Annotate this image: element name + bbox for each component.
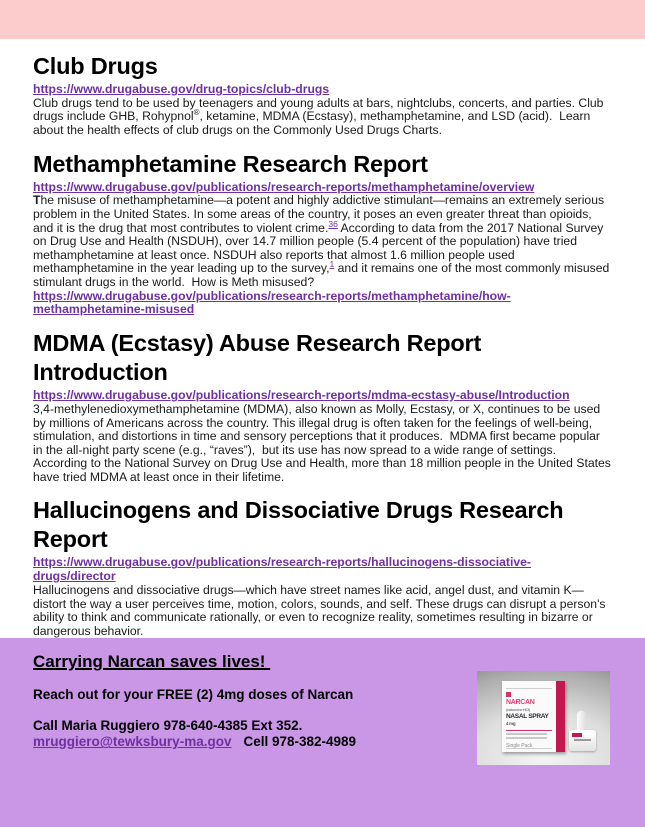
mdma-paragraph: 3,4-methylenedioxymethamphetamine (MDMA), also known as Molly, Ecstasy, or X, continues to be used by millions of Americans across the country. This illegal drug is often taken for the feelings of well-being, stimulation, and distortions in time and sensory perceptions that it produces. MDMA first became popular in the all-night party scene (e.g., “raves”), but its use has now spread to a wide range of settings. According to the National Survey on Drug Use and Health, more than 18 million people in the United States have tried MDMA at least once in their lifetime. [33,401,615,484]
club-drugs-link[interactable]: https://www.drugabuse.gov/drug-topics/club-drugs [33,82,330,96]
narcan-box-rule [506,730,552,731]
narcan-spray-label [572,733,593,737]
mdma-introduction-link[interactable]: https://www.drugabuse.gov/publications/research-reports/mdma-ecstasy-abuse/Introduction [33,388,570,403]
narcan-subheading: Reach out for your FREE (2) 4mg doses of Narcan [33,687,354,703]
meth-text-3: and it remains one of the most commonly misused stimulant drugs in the world. How is Meth misused? [33,261,613,289]
narcan-product-image [477,671,610,765]
meth-paragraph [33,194,612,289]
narcan-pack-label: Single Pack [506,743,533,750]
narcan-box-bottomline [506,748,552,749]
narcan-heading: Carrying Narcan saves lives! [33,652,271,672]
club-drugs-heading: Club Drugs [33,53,158,79]
meth-overview-link[interactable]: https://www.drugabuse.gov/publications/research-reports/methamphetamine/overview [33,179,535,194]
narcan-brand-text: NARCAN (naloxone HCl) [506,699,535,713]
narcan-type-text: NASAL SPRAY 4 mg [506,713,549,727]
hallucinogens-heading: Hallucinogens and Dissociative Drugs Research Report [33,497,564,553]
meth-text-2: According to data from the 2017 National Survey on Drug Use and Health (NSDUH), over 14.7 million people (5.4 percent of the population) have tried methamphetamine at least once. NSDUH also reports that almost 1.6 million people used methamphetamine in the year leading up to the survey, [33,220,607,276]
narcan-logo-icon [506,692,511,697]
club-drugs-paragraph [33,97,612,138]
citation-link-1[interactable]: 1 [329,259,335,270]
top-accent-bar [0,0,645,39]
document-body [0,39,645,638]
narcan-brand-suffix: (naloxone HCl) [506,707,531,713]
narcan-call-line: Call Maria Ruggiero 978-640-4385 Ext 352. [33,718,303,734]
meth-lead-letter: T [33,193,41,208]
narcan-spray-fineprint [574,739,591,741]
narcan-cell-number: Cell 978-382-4989 [243,734,357,750]
registered-trademark-superscript: ® [193,108,200,118]
narcan-email-link[interactable]: mruggiero@tewksbury-ma.gov [33,734,232,750]
narcan-box-fineprint-1 [506,733,547,735]
section-mdma [33,329,615,484]
club-drugs-text-1: Club drugs tend to be used by teenagers and young adults at bars, nightclubs, concerts, and parties. Club drugs include GHB, Rohypnol [33,95,607,124]
hallucinogens-director-link[interactable]: https://www.drugabuse.gov/publications/research-reports/hallucinogens-dissociative-drugs/director [33,555,531,584]
club-drugs-text-2: , ketamine, MDMA (Ecstasy), methamphetamine, and LSD (acid). Learn about the health effects of club drugs on the Commonly Used Drugs Charts. [33,109,594,137]
narcan-dose-text: 4 mg [506,721,516,727]
narcan-banner [0,638,645,827]
meth-heading: Methamphetamine Research Report [33,150,428,177]
meth-text-1: he misuse of methamphetamine—a potent and highly addictive stimulant—remains an extremely serious problem in the United States. In some areas of the country, it poses an even greater threat than opioids, and it is the drug that most contributes to violent crime. [33,193,608,235]
narcan-box-stripe [556,681,565,752]
section-hallucinogens [33,496,612,638]
mdma-heading: MDMA (Ecstasy) Abuse Research Report Introduction [33,330,482,386]
citation-link-36[interactable]: 36 [328,218,338,229]
narcan-box [502,681,565,752]
section-methamphetamine [33,150,612,318]
section-club-drugs [33,52,612,138]
narcan-spray-device [569,730,596,751]
meth-misused-link[interactable]: https://www.drugabuse.gov/publications/research-reports/methamphetamine/how-methamphetamine-misused [33,288,511,317]
narcan-box-fineprint-2 [506,737,547,739]
hallucinogens-paragraph: Hallucinogens and dissociative drugs—which have street names like acid, angel dust, and vitamin K—distort the way a user perceives time, motion, colors, sounds, and self. These drugs can disrupt a person's ability to think and communicate rationally, or even to recognize reality, sometimes resulting in bizarre or dangerous behavior. [33,583,609,638]
narcan-box-topline [506,685,552,689]
